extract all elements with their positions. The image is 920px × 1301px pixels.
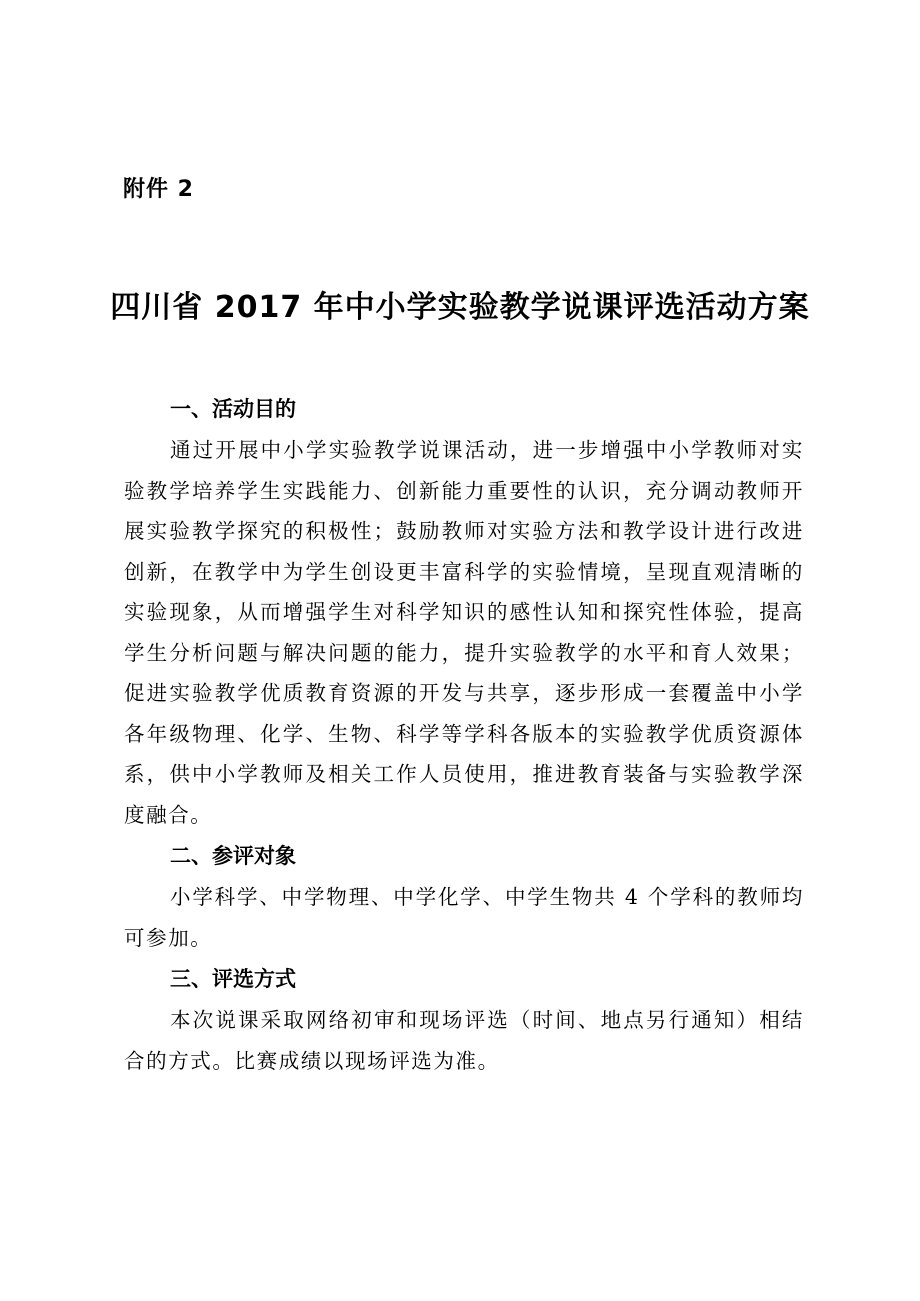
section-heading-participants: 二、参评对象 (170, 844, 296, 868)
section-paragraph-participants: 小学科学、中学物理、中学化学、中学生物共 4 个学科的教师均可参加。 (124, 885, 804, 950)
section-paragraph-purpose: 通过开展中小学实验教学说课活动，进一步增强中小学教师对实验教学培养学生实践能力、创新能力重要性的认识，充分调动教师开展实验教学探究的积极性；鼓励教师对实验方法和教学设计进行改进创新，在教学中为学生创设更丰富科学的实验情境，呈现直观清晰的实验现象，从而增强学生对科学知识的感性认知和探究性体验，提高学生分析问题与解决问题的能力，提升实验教学的水平和育人效果；促进实验教学优质教育资源的开发与共享，逐步形成一套覆盖中小学各年级物理、化学、生物、科学等学科各版本的实验教学优质资源体系，供中小学教师及相关工作人员使用，推进教育装备与实验教学深度融合。 (124, 438, 804, 827)
section-heading-purpose: 一、活动目的 (170, 397, 296, 421)
section-heading-method: 三、评选方式 (170, 967, 296, 991)
attachment-label: 附件 2 (123, 177, 194, 202)
document-title: 四川省 2017 年中小学实验教学说课评选活动方案 (110, 290, 810, 325)
section-paragraph-method: 本次说课采取网络初审和现场评选（时间、地点另行通知）相结合的方式。比赛成绩以现场评选为准。 (124, 1008, 804, 1073)
document-body (124, 388, 804, 1081)
